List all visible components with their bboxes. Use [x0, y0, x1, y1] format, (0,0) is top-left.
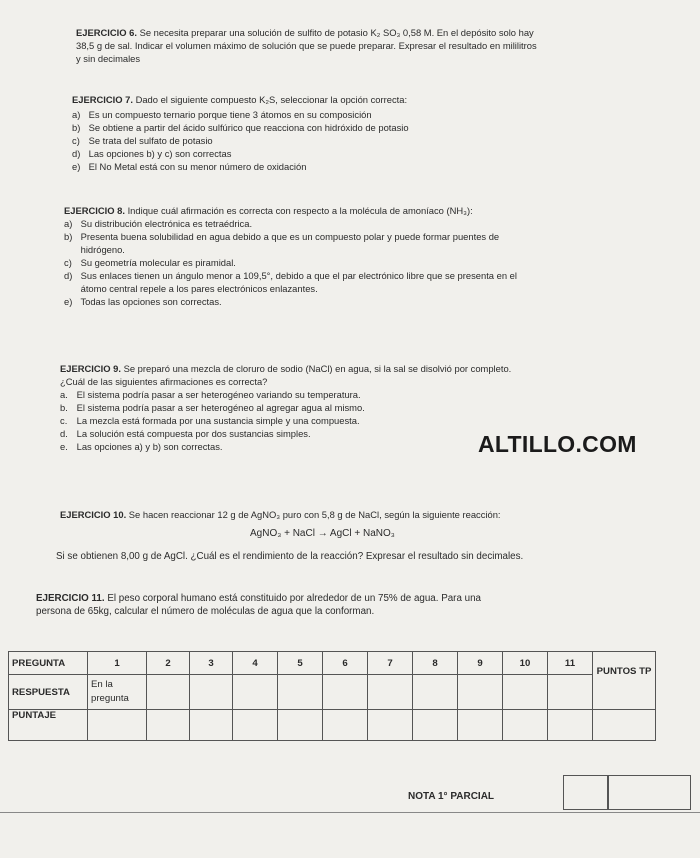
option-text: El sistema podría pasar a ser heterogéneo al agregar agua al mismo.: [76, 402, 365, 413]
score-cell[interactable]: [413, 710, 458, 741]
option-key: d): [72, 148, 81, 159]
option-text: Presenta buena solubilidad en agua debido a que es un compuesto polar y puede formar puentes de: [80, 231, 500, 242]
exercise-10-question: Si se obtienen 8,00 g de AgCl. ¿Cuál es el rendimiento de la reacción? Expresar el resultado sin decimales.: [56, 551, 524, 562]
answer-cell[interactable]: [190, 675, 233, 710]
option-key: b.: [60, 402, 68, 413]
col-header: 5: [278, 652, 323, 675]
exercise-8-option: [64, 217, 664, 230]
table-row: [9, 710, 656, 741]
exercise-9-option: [60, 401, 660, 414]
exercise-6-title: EJERCICIO 6.: [76, 27, 137, 38]
exercise-6-line3: y sin decimales: [76, 53, 141, 64]
exercise-6: [76, 26, 666, 65]
exercise-8-option: [64, 256, 664, 269]
option-text: El No Metal está con su menor número de oxidación: [88, 161, 307, 172]
option-key: e.: [60, 441, 68, 452]
exercise-7: [72, 93, 662, 173]
answer-cell: En la pregunta: [88, 675, 147, 710]
option-text-cont: átomo central repele a los pares electrónicos enlazantes.: [80, 283, 318, 294]
option-text: Las opciones b) y c) son correctas: [88, 148, 232, 159]
option-key: a): [72, 109, 81, 120]
answer-table: [8, 651, 656, 741]
exercise-7-option: [72, 134, 662, 147]
answer-cell[interactable]: [147, 675, 190, 710]
answer-cell[interactable]: [548, 675, 593, 710]
exercise-7-option: [72, 121, 662, 134]
col-header: 9: [458, 652, 503, 675]
score-cell[interactable]: [233, 710, 278, 741]
option-key: c): [72, 135, 80, 146]
nota-box[interactable]: [607, 775, 691, 810]
exercise-10: [60, 508, 660, 521]
option-key: a): [64, 218, 73, 229]
option-key: e): [72, 161, 81, 172]
nota-label: NOTA 1° PARCIAL: [408, 791, 495, 802]
score-cell[interactable]: [278, 710, 323, 741]
option-key: a.: [60, 389, 68, 400]
col-header: 2: [147, 652, 190, 675]
exercise-9-intro: Se preparó una mezcla de cloruro de sodio (NaCl) en agua, si la sal se disolvió por completo.: [123, 363, 512, 374]
score-cell[interactable]: [458, 710, 503, 741]
col-header: 10: [503, 652, 548, 675]
col-header: 7: [368, 652, 413, 675]
exercise-7-option: [72, 160, 662, 173]
option-key: e): [64, 296, 73, 307]
col-header: 8: [413, 652, 458, 675]
answer-cell[interactable]: [458, 675, 503, 710]
option-text: Su geometría molecular es piramidal.: [80, 257, 236, 268]
exercise-11-line1: El peso corporal humano está constituido por alrededor de un 75% de agua. Para una: [107, 593, 481, 604]
option-key: b): [64, 231, 73, 242]
exercise-7-title: EJERCICIO 7.: [72, 94, 133, 105]
exercise-8-intro: Indique cuál afirmación es correcta con respecto a la molécula de amoníaco (NH₃):: [127, 205, 473, 216]
exercise-7-option: [72, 108, 662, 121]
option-key: c): [64, 257, 72, 268]
score-cell[interactable]: [593, 710, 656, 741]
table-row: [9, 652, 656, 675]
exercise-11-line2: persona de 65kg, calcular el número de moléculas de agua que la conforman.: [36, 606, 375, 617]
option-text: Las opciones a) y b) son correctas.: [76, 441, 223, 452]
exercise-7-intro: Dado el siguiente compuesto K₂S, seleccionar la opción correcta:: [135, 94, 408, 105]
option-key: d.: [60, 428, 68, 439]
score-cell[interactable]: [548, 710, 593, 741]
exercise-9-title: EJERCICIO 9.: [60, 363, 121, 374]
exercise-11-title: EJERCICIO 11.: [36, 593, 105, 604]
col-header: 1: [88, 652, 147, 675]
exercise-8-option: [64, 230, 664, 256]
score-cell[interactable]: [503, 710, 548, 741]
option-text: La mezcla está formada por una sustancia simple y una compuesta.: [76, 415, 360, 426]
exercise-6-line2: 38,5 g de sal. Indicar el volumen máximo de solución que se puede preparar. Expresar el resultado en mililitros: [76, 40, 537, 51]
exercise-6-line1: Se necesita preparar una solución de sulfito de potasio K₂ SO₃ 0,58 M. En el depósito solo hay: [139, 27, 534, 38]
exercise-10-intro: Se hacen reaccionar 12 g de AgNO₃ puro con 5,8 g de NaCl, según la siguiente reacción:: [128, 509, 501, 520]
exercise-10-title: EJERCICIO 10.: [60, 509, 127, 520]
exercise-9-option: [60, 388, 660, 401]
exercise-8-title: EJERCICIO 8.: [64, 205, 125, 216]
divider: [0, 812, 700, 813]
score-cell[interactable]: [147, 710, 190, 741]
nota-box[interactable]: [563, 775, 609, 810]
exercise-8: [64, 204, 664, 308]
answer-cell[interactable]: [503, 675, 548, 710]
header-puntaje: PUNTAJE: [9, 710, 88, 741]
option-text: Su distribución electrónica es tetraédrica.: [80, 218, 253, 229]
option-key: d): [64, 270, 73, 281]
option-key: c.: [60, 415, 68, 426]
option-text: La solución está compuesta por dos sustancias simples.: [76, 428, 311, 439]
option-text: Se trata del sulfato de potasio: [88, 135, 213, 146]
header-respuesta: RESPUESTA: [9, 675, 88, 710]
score-cell[interactable]: [88, 710, 147, 741]
option-text: El sistema podría pasar a ser heterogéneo variando su temperatura.: [76, 389, 361, 400]
exercise-7-option: [72, 147, 662, 160]
exercise-8-option: [64, 269, 664, 295]
option-text: Se obtiene a partir del ácido sulfúrico que reacciona con hidróxido de potasio: [88, 122, 409, 133]
col-header: 3: [190, 652, 233, 675]
answer-cell[interactable]: [278, 675, 323, 710]
answer-cell[interactable]: [233, 675, 278, 710]
score-cell[interactable]: [368, 710, 413, 741]
col-header: 6: [323, 652, 368, 675]
exercise-8-option: [64, 295, 664, 308]
table-row: [9, 675, 656, 710]
option-text: Todas las opciones son correctas.: [80, 296, 222, 307]
watermark-logo: ALTILLO.COM: [478, 431, 637, 457]
answer-cell[interactable]: [323, 675, 368, 710]
chemical-equation: AgNO₃ + NaCl → AgCl + NaNO₃: [250, 528, 395, 539]
answer-cell[interactable]: [413, 675, 458, 710]
option-text: Es un compuesto ternario porque tiene 3 átomos en su composición: [88, 109, 372, 120]
exercise-9-question: ¿Cuál de las siguientes afirmaciones es correcta?: [60, 376, 268, 387]
option-text: Sus enlaces tienen un ángulo menor a 109,5°, debido a que el par electrónico libre que se presenta en el: [80, 270, 517, 281]
col-header: 4: [233, 652, 278, 675]
answer-cell[interactable]: [368, 675, 413, 710]
option-text-cont: hidrógeno.: [80, 244, 125, 255]
score-cell[interactable]: [323, 710, 368, 741]
exercise-11: [36, 592, 666, 618]
exercise-9-option: [60, 414, 660, 427]
col-header: 11: [548, 652, 593, 675]
score-cell[interactable]: [190, 710, 233, 741]
option-key: b): [72, 122, 81, 133]
header-pregunta: PREGUNTA: [9, 652, 88, 675]
header-puntos: PUNTOS TP: [593, 652, 656, 710]
